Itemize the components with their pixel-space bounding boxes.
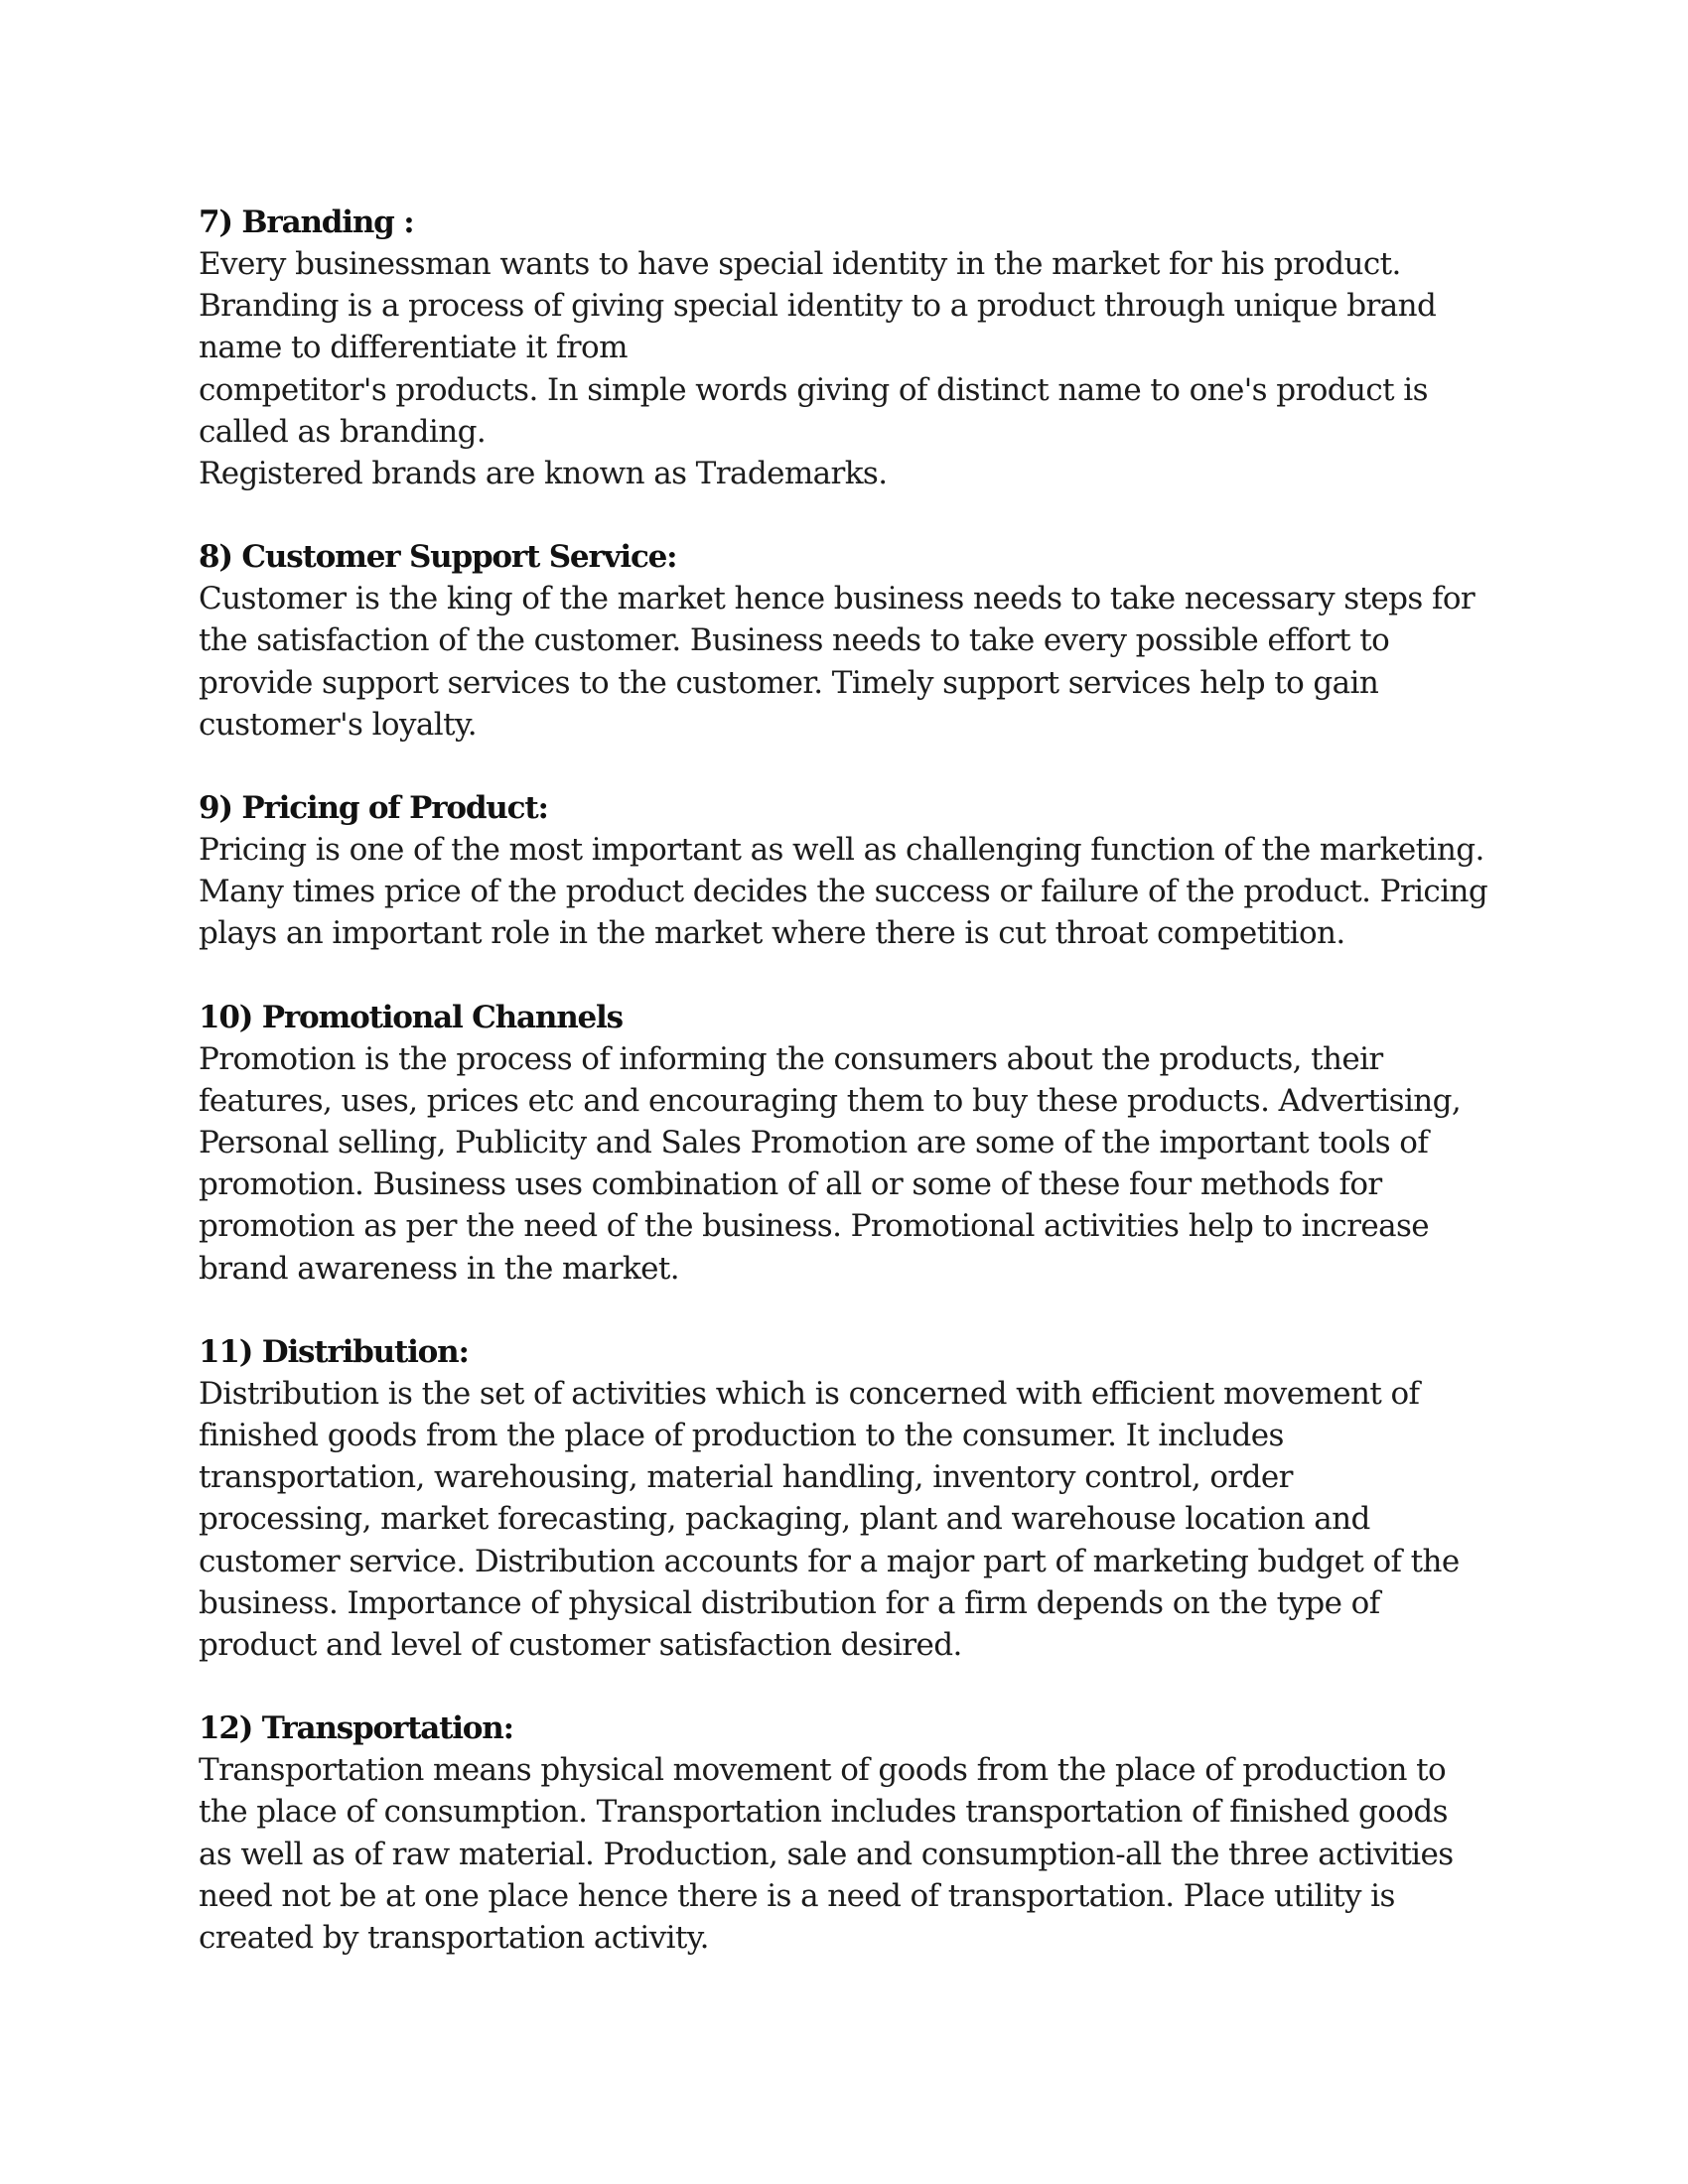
section-heading: 12) Transportation: — [199, 1710, 513, 1747]
section-pricing-of-product — [199, 787, 1509, 955]
section-distribution — [199, 1331, 1509, 1666]
paragraph-line: competitor's products. In simple words giving of distinct name to one's product is — [199, 371, 1428, 408]
section-branding — [199, 202, 1509, 494]
paragraph-line: transportation, warehousing, material handling, inventory control, order — [199, 1459, 1293, 1496]
paragraph-line: Promotion is the process of informing the consumers about the products, their — [199, 1040, 1383, 1077]
paragraph-line: promotion. Business uses combination of all or some of these four methods for — [199, 1166, 1382, 1203]
paragraph-line: the satisfaction of the customer. Business needs to take every possible effort to — [199, 622, 1390, 659]
section-customer-support-service — [199, 536, 1509, 746]
paragraph-line: Branding is a process of giving special identity to a product through unique brand — [199, 288, 1437, 325]
paragraph-line: Personal selling, Publicity and Sales Promotion are some of the important tools of — [199, 1125, 1429, 1161]
section-heading: 9) Pricing of Product: — [199, 790, 548, 827]
paragraph-line: Registered brands are known as Trademarks. — [199, 456, 888, 492]
paragraph-line: the place of consumption. Transportation includes transportation of finished goods — [199, 1794, 1448, 1831]
section-promotional-channels — [199, 997, 1509, 1290]
paragraph-line: provide support services to the customer. Timely support services help to gain — [199, 664, 1379, 701]
section-transportation — [199, 1707, 1509, 1959]
paragraph-line: processing, market forecasting, packaging, plant and warehouse location and — [199, 1501, 1370, 1538]
section-heading: 11) Distribution: — [199, 1333, 469, 1370]
section-heading: 8) Customer Support Service: — [199, 539, 677, 576]
paragraph-line: Distribution is the set of activities which is concerned with efficient movement of — [199, 1375, 1420, 1412]
paragraph-line: Transportation means physical movement of goods from the place of production to — [199, 1752, 1447, 1789]
paragraph-line: Every businessman wants to have special identity in the market for his product. — [199, 246, 1401, 282]
paragraph-line: promotion as per the need of the business. Promotional activities help to increase — [199, 1208, 1430, 1245]
paragraph-line: finished goods from the place of production to the consumer. It includes — [199, 1418, 1284, 1454]
paragraph-line: customer's loyalty. — [199, 706, 477, 743]
paragraph-line: plays an important role in the market where there is cut throat competition. — [199, 915, 1345, 952]
paragraph-line: called as branding. — [199, 413, 487, 450]
paragraph-line: brand awareness in the market. — [199, 1250, 679, 1287]
paragraph-line: Pricing is one of the most important as well as challenging function of the marketing. — [199, 832, 1484, 869]
paragraph-line: business. Importance of physical distribution for a firm depends on the type of — [199, 1584, 1380, 1621]
paragraph-line: as well as of raw material. Production, sale and consumption-all the three activities — [199, 1836, 1454, 1872]
paragraph-line: Many times price of the product decides the success or failure of the product. Pricing — [199, 874, 1488, 910]
document-page — [199, 202, 1509, 2000]
paragraph-line: name to differentiate it from — [199, 330, 628, 366]
paragraph-line: Customer is the king of the market hence business needs to take necessary steps for — [199, 581, 1476, 617]
paragraph-line: features, uses, prices etc and encouraging them to buy these products. Advertising, — [199, 1082, 1462, 1119]
paragraph-line: need not be at one place hence there is a need of transportation. Place utility is — [199, 1877, 1395, 1914]
section-heading: 10) Promotional Channels — [199, 999, 623, 1035]
paragraph-line: product and level of customer satisfaction desired. — [199, 1627, 962, 1664]
section-heading: 7) Branding : — [199, 205, 414, 240]
paragraph-line: created by transportation activity. — [199, 1920, 709, 1957]
paragraph-line: customer service. Distribution accounts for a major part of marketing budget of the — [199, 1543, 1460, 1579]
